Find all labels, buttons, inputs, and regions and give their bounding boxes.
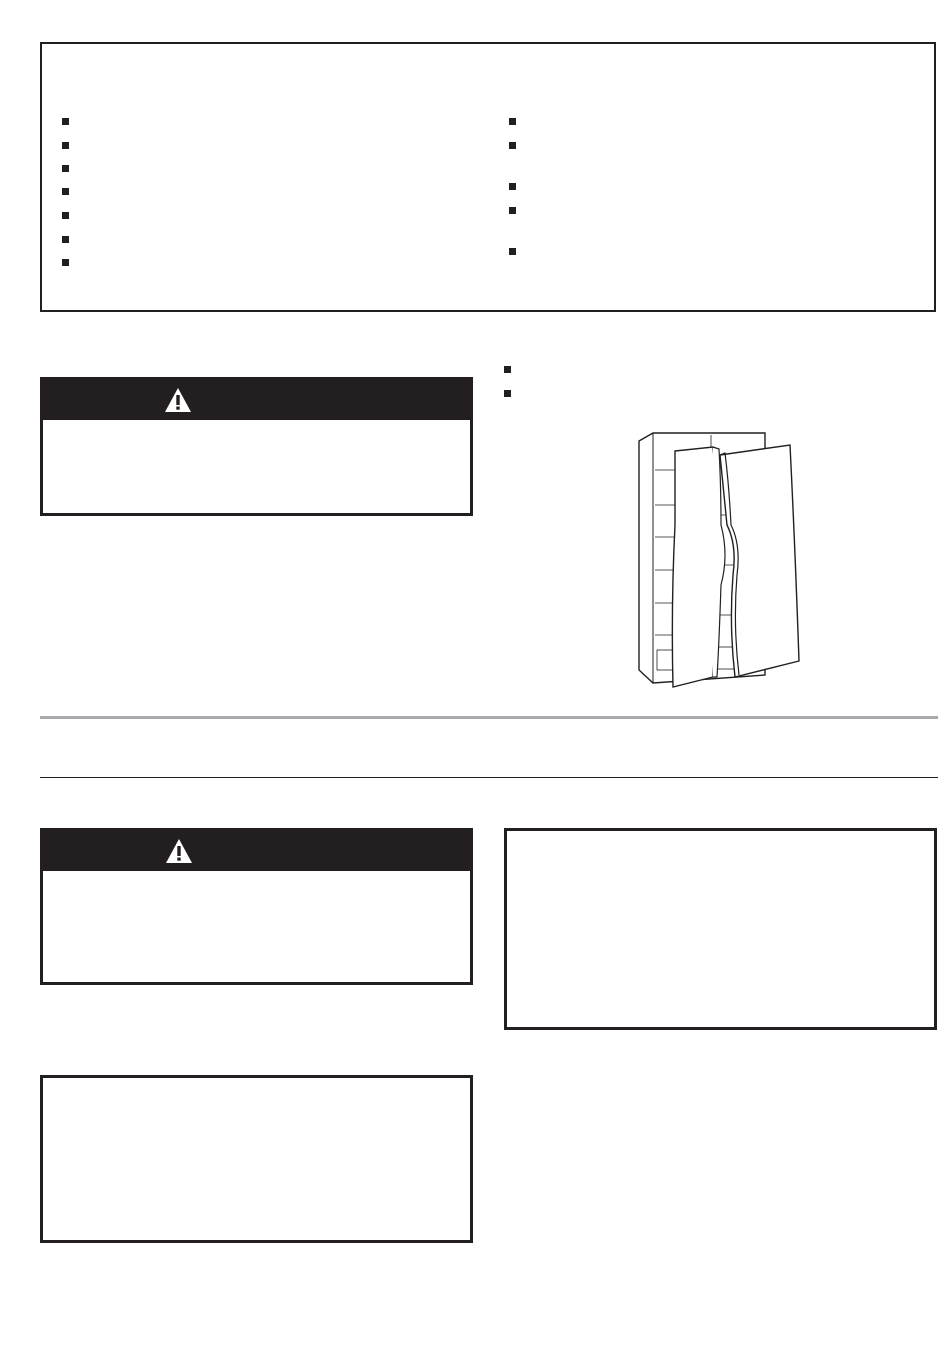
list-bullet (509, 207, 516, 214)
list-bullet (509, 118, 516, 125)
warning-header (43, 380, 470, 420)
list-bullet (62, 259, 69, 266)
section-rule (40, 716, 938, 719)
list-bullet (509, 248, 516, 255)
notice-box-left (40, 1075, 473, 1243)
list-bullet (509, 183, 516, 190)
warning-box-1 (40, 377, 473, 516)
list-bullet (62, 236, 69, 243)
list-bullet (509, 142, 516, 149)
section-rule (40, 777, 938, 778)
refrigerator-illustration (625, 425, 815, 695)
warning-box-2 (40, 828, 473, 985)
notice-box-right (504, 828, 937, 1030)
warning-triangle-icon (164, 387, 192, 413)
list-bullet (62, 188, 69, 195)
warning-header (43, 831, 470, 871)
list-bullet (62, 165, 69, 172)
warning-triangle-icon (165, 838, 193, 864)
list-bullet (62, 118, 69, 125)
checklist-box (40, 42, 936, 312)
list-bullet (62, 142, 69, 149)
list-bullet (62, 212, 69, 219)
list-bullet (504, 366, 511, 373)
list-bullet (504, 390, 511, 397)
